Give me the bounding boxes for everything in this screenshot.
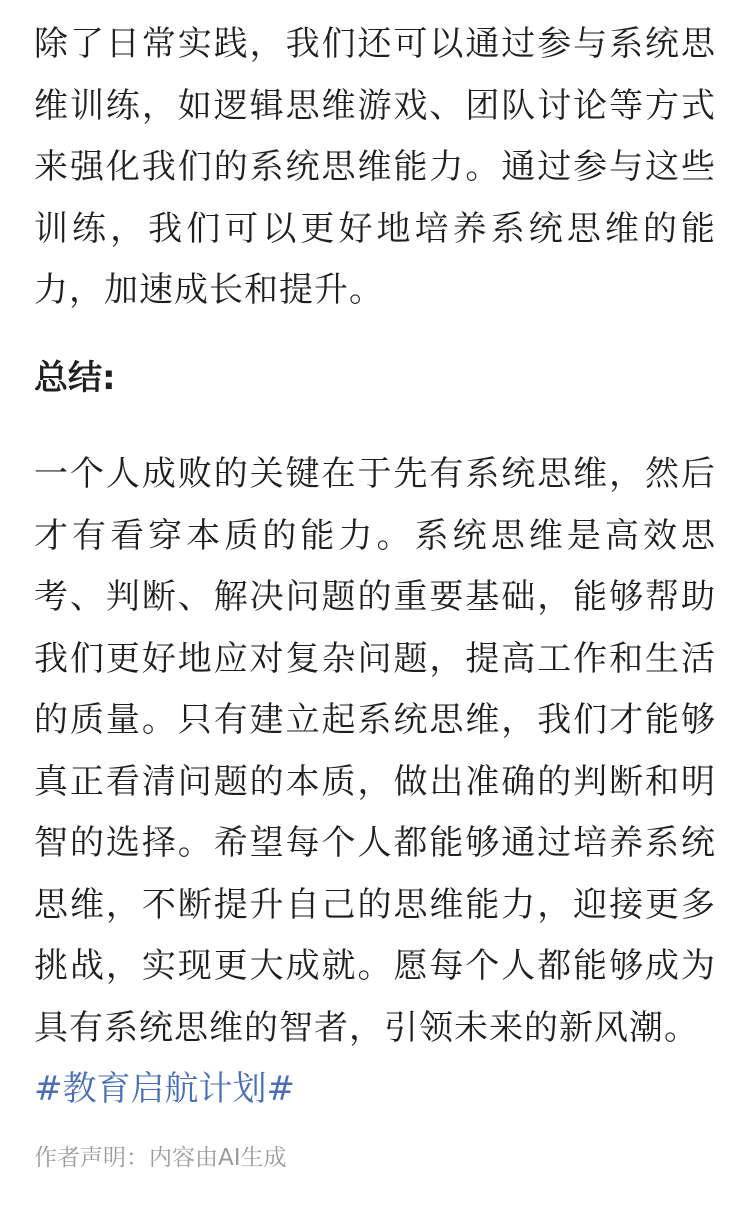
summary-paragraph: 一个人成败的关键在于先有系统思维，然后才有看穿本质的能力。系统思维是高效思考、判断、解决问题的重要基础，能够帮助我们更好地应对复杂问题，提高工作和生活的质量。只有建立起系统思维，我们才能够真正看清问题的本质，做出准确的判断和明智的选择。希望每个人都能够通过培养系统思维，不断提升自己的思维能力，迎接更多挑战，实现更大成就。愿每个人都能够成为具有系统思维的智者，引领未来的新风潮。 (34, 454, 716, 1048)
hashtag-link[interactable]: #教育启航计划# (34, 1069, 295, 1109)
author-statement: 作者声明：内容由AI生成 (34, 1145, 287, 1171)
intro-paragraph: 除了日常实践，我们还可以通过参与系统思维训练，如逻辑思维游戏、团队讨论等方式来强化我们的系统思维能力。通过参与这些训练，我们可以更好地培养系统思维的能力，加速成长和提升。 (34, 24, 716, 310)
summary-heading: 总结: (34, 357, 116, 398)
